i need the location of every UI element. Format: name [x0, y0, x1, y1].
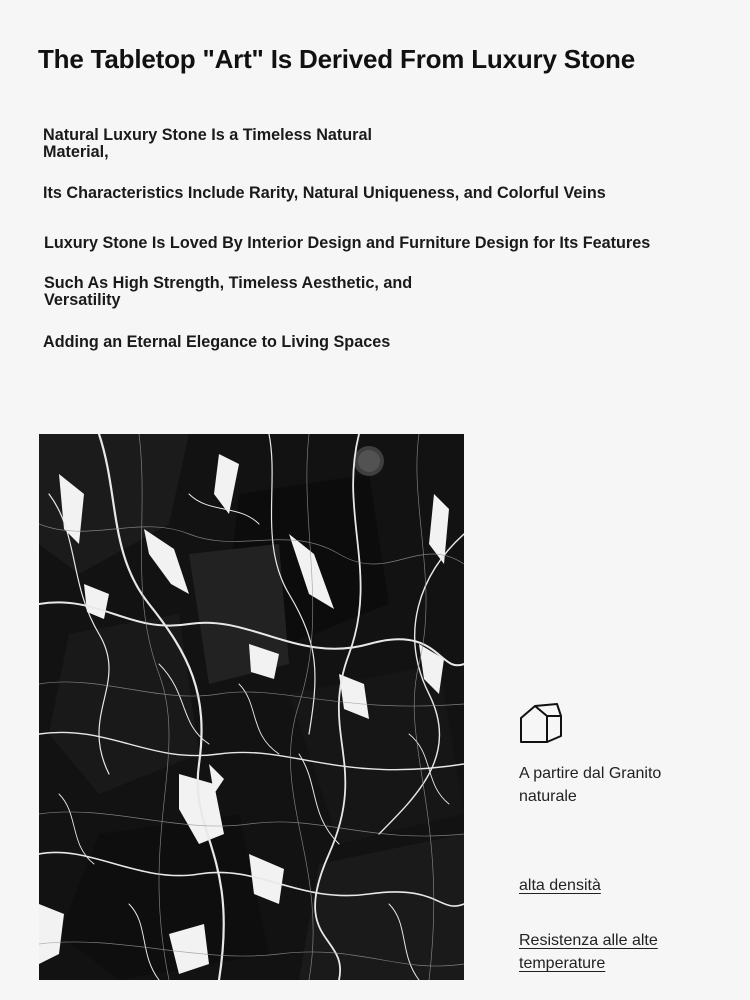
- page-title: The Tabletop "Art" Is Derived From Luxury Stone: [38, 44, 635, 74]
- house-icon: [519, 702, 563, 744]
- intro-paragraph-4: Such As High Strength, Timeless Aesthetic, and Versatility: [44, 274, 413, 309]
- intro-paragraph-3: Luxury Stone Is Loved By Interior Design and Furniture Design for Its Features: [44, 234, 651, 252]
- feature-high-density-label: alta densità: [519, 877, 601, 894]
- origin-text: A partire dal Granito naturale: [519, 765, 662, 805]
- marble-texture: [39, 434, 464, 980]
- intro-paragraph-2: Its Characteristics Include Rarity, Natural Uniqueness, and Colorful Veins: [43, 184, 606, 202]
- feature-heat-resistance: [519, 929, 689, 975]
- marble-stone-image: [39, 434, 464, 980]
- intro-paragraph-1: Natural Luxury Stone Is a Timeless Natural Material,: [43, 126, 372, 161]
- intro-paragraph-5: Adding an Eternal Elegance to Living Spaces: [43, 333, 391, 351]
- feature-heat-resistance-label: Resistenza alle alte temperature: [519, 932, 658, 972]
- feature-high-density: [519, 874, 719, 897]
